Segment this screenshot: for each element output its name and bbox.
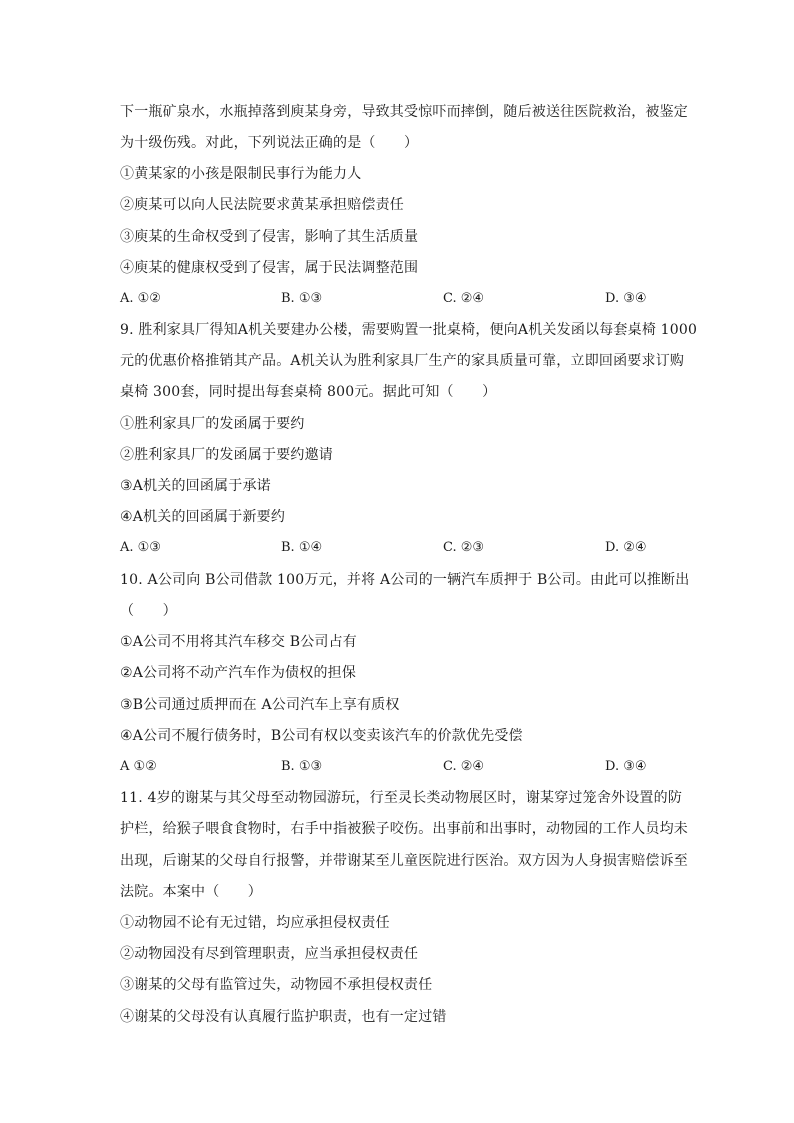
q8-statement-2: ②庾某可以向人民法院要求黄某承担赔偿责任 <box>120 197 404 213</box>
q9-option-c: C. ②③ <box>443 540 485 555</box>
q8-option-b: B. ①③ <box>281 291 323 306</box>
q10-statement-4: ④A公司不履行债务时，B公司有权以变卖该汽车的价款优先受偿 <box>120 728 523 744</box>
q8-statement-1: ①黄某家的小孩是限制民事行为能力人 <box>120 166 362 182</box>
q9-option-b: B. ①④ <box>281 540 323 555</box>
q8-stem-line-1: 下一瓶矿泉水，水瓶掉落到庾某身旁，导致其受惊吓而摔倒，随后被送往医院救治，被鉴定 <box>120 104 688 120</box>
q9-statement-1: ①胜利家具厂的发函属于要约 <box>120 416 305 432</box>
q11-stem-line-3: 出现，后谢某的父母自行报警，并带谢某至儿童医院进行医治。双方因为人身损害赔偿诉至 <box>120 853 688 869</box>
q10-statement-2: ②A公司将不动产汽车作为债权的担保 <box>120 665 357 681</box>
q8-statement-4: ④庾某的健康权受到了侵害，属于民法调整范围 <box>120 260 419 276</box>
q10-option-b: B. ①③ <box>281 759 323 774</box>
q11-statement-1: ①动物园不论有无过错，均应承担侵权责任 <box>120 915 390 931</box>
q10-option-a: A ①② <box>120 759 157 774</box>
q10-statement-3: ③B公司通过质押而在 A公司汽车上享有质权 <box>120 697 400 713</box>
q11-statement-4: ④谢某的父母没有认真履行监护职责，也有一定过错 <box>120 1009 447 1025</box>
q9-statement-2: ②胜利家具厂的发函属于要约邀请 <box>120 447 333 463</box>
q8-option-c: C. ②④ <box>443 291 485 306</box>
q11-stem-line-1: 11. 4岁的谢某与其父母至动物园游玩，行至灵长类动物展区时，谢某穿过笼舍外设置的防 <box>120 790 683 806</box>
q9-stem-line-3: 桌椅 300套，同时提出每套桌椅 800元。据此可知（ ） <box>120 384 497 400</box>
q11-stem-line-2: 护栏，给猴子喂食食物时，右手中指被猴子咬伤。出事前和出事时，动物园的工作人员均未 <box>120 821 688 837</box>
q9-stem-line-1: 9. 胜利家具厂得知A机关要建办公楼，需要购置一批桌椅，便向A机关发函以每套桌椅 1000 <box>120 322 698 338</box>
q9-option-d: D. ②④ <box>605 540 647 555</box>
q11-statement-3: ③谢某的父母有监管过失，动物园不承担侵权责任 <box>120 977 433 993</box>
q8-statement-3: ③庾某的生命权受到了侵害，影响了其生活质量 <box>120 229 419 245</box>
q8-option-d: D. ③④ <box>605 291 647 306</box>
q8-option-a: A. ①② <box>120 291 161 306</box>
q10-stem-line-1: 10. A公司向 B公司借款 100万元，并将 A公司的一辆汽车质押于 B公司。由此可以推断出 <box>120 572 690 588</box>
q9-statement-3: ③A机关的回函属于承诺 <box>120 478 271 494</box>
q11-statement-2: ②动物园没有尽到管理职责，应当承担侵权责任 <box>120 946 419 962</box>
q8-stem-line-2: 为十级伤残。对此，下列说法正确的是（ ） <box>120 135 419 151</box>
q9-stem-line-2: 元的优惠价格推销其产品。A机关认为胜利家具厂生产的家具质量可靠，立即回函要求订购 <box>120 353 685 369</box>
q10-stem-line-2: （ ） <box>120 603 177 619</box>
q10-statement-1: ①A公司不用将其汽车移交 B公司占有 <box>120 634 357 650</box>
q10-option-c: C. ②④ <box>443 759 485 774</box>
q11-stem-line-4: 法院。本案中（ ） <box>120 884 262 900</box>
q9-statement-4: ④A机关的回函属于新要约 <box>120 509 286 525</box>
q10-option-d: D. ③④ <box>605 759 647 774</box>
q9-option-a: A. ①③ <box>120 540 161 555</box>
